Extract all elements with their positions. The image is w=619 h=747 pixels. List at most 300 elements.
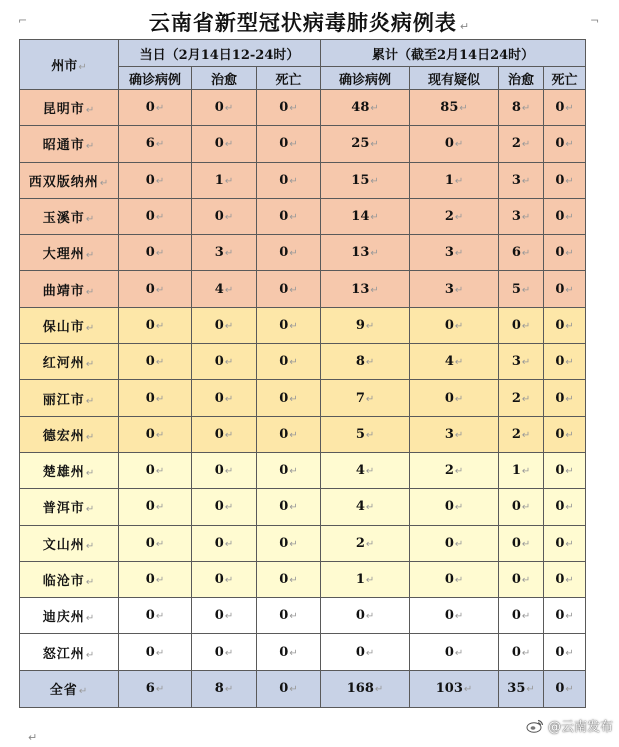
paragraph-mark-icon: ↵ xyxy=(521,575,531,586)
paragraph-mark-icon: ↵ xyxy=(155,284,165,296)
value-cell: 4↵ xyxy=(321,489,410,525)
table-row xyxy=(20,162,586,198)
value-cell: 0↵ xyxy=(544,126,586,162)
city-label: 西双版纳州 xyxy=(28,174,99,190)
value-cell: 14↵ xyxy=(321,198,410,234)
paragraph-mark-icon: ↵ xyxy=(85,395,96,407)
city-cell xyxy=(20,598,119,634)
paragraph-mark-icon: ↵ xyxy=(521,429,531,441)
table-row xyxy=(20,126,586,162)
value-cell: 0↵ xyxy=(257,90,321,126)
paragraph-mark-icon: ↵ xyxy=(565,139,574,151)
paragraph-mark-icon: ↵ xyxy=(155,466,165,478)
value-cell: 13↵ xyxy=(321,235,410,271)
paragraph-mark-icon: ↵ xyxy=(289,320,298,332)
paragraph-mark-icon: ↵ xyxy=(85,504,96,516)
paragraph-mark-icon: ↵ xyxy=(155,429,165,441)
paragraph-mark-icon: ↵ xyxy=(454,502,464,514)
value-cell: 0↵ xyxy=(321,634,410,670)
column-header: 现有疑似 xyxy=(410,67,499,90)
paragraph-mark-icon: ↵ xyxy=(521,212,531,224)
value-cell: 0↵ xyxy=(499,598,544,634)
paragraph-mark-icon: ↵ xyxy=(85,577,96,588)
value-cell: 0↵ xyxy=(499,561,544,597)
paragraph-mark-icon: ↵ xyxy=(155,647,165,659)
paragraph-mark-icon: ↵ xyxy=(521,320,531,332)
value-cell: 0↵ xyxy=(119,489,192,525)
paragraph-mark-icon: ↵ xyxy=(454,538,464,550)
value-cell: 0↵ xyxy=(544,90,586,126)
value-cell: 25↵ xyxy=(321,126,410,162)
paragraph-mark-icon: ↵ xyxy=(454,212,464,224)
paragraph-mark-icon: ↵ xyxy=(565,284,574,296)
paragraph-mark-icon: ↵ xyxy=(454,575,464,586)
value-cell: 0↵ xyxy=(321,598,410,634)
paragraph-mark-icon: ↵ xyxy=(565,357,574,369)
paragraph-mark-icon: ↵ xyxy=(365,466,375,478)
value-cell: 0↵ xyxy=(192,90,257,126)
paragraph-mark-icon: ↵ xyxy=(374,684,384,696)
paragraph-mark-icon: ↵ xyxy=(224,684,234,696)
value-cell: 0↵ xyxy=(544,561,586,597)
value-cell: 0↵ xyxy=(192,525,257,561)
value-cell: 0↵ xyxy=(410,598,499,634)
paragraph-mark-icon: ↵ xyxy=(565,502,574,514)
value-cell: 0↵ xyxy=(257,598,321,634)
paragraph-mark-icon: ↵ xyxy=(565,611,574,623)
paragraph-mark-icon: ↵ xyxy=(85,214,96,226)
header-city: 州市↵ xyxy=(20,40,119,90)
value-cell: 0↵ xyxy=(192,489,257,525)
value-cell: 0↵ xyxy=(192,380,257,416)
table-row xyxy=(20,198,586,234)
paragraph-mark-icon: ↵ xyxy=(224,538,234,550)
value-cell: 85↵ xyxy=(410,90,499,126)
watermark-text: @云南发布 xyxy=(547,720,613,735)
paragraph-mark-icon: ↵ xyxy=(370,284,379,296)
value-cell: 0↵ xyxy=(544,452,586,488)
city-label: 昆明市 xyxy=(42,102,85,118)
paragraph-mark-icon: ↵ xyxy=(224,575,234,586)
city-cell xyxy=(20,126,119,162)
value-cell: 0↵ xyxy=(192,634,257,670)
paragraph-mark-icon: ↵ xyxy=(224,611,234,623)
paragraph-mark-icon: ↵ xyxy=(454,139,464,151)
paragraph-mark-icon: ↵ xyxy=(521,538,531,550)
paragraph-mark-icon: ↵ xyxy=(459,103,468,115)
table-row xyxy=(20,271,586,307)
paragraph-mark-icon: ↵ xyxy=(155,103,165,115)
paragraph-mark-icon: ↵ xyxy=(155,212,165,224)
total-row xyxy=(20,670,586,707)
value-cell: 48↵ xyxy=(321,90,410,126)
value-cell: 0↵ xyxy=(257,489,321,525)
table-row xyxy=(20,307,586,343)
paragraph-mark-icon: ↵ xyxy=(289,538,298,550)
paragraph-mark-icon: ↵ xyxy=(521,357,531,369)
value-cell: 8↵ xyxy=(499,90,544,126)
value-cell: 13↵ xyxy=(321,271,410,307)
paragraph-mark-icon: ↵ xyxy=(365,357,375,369)
paragraph-mark-icon: ↵ xyxy=(224,647,234,659)
value-cell: 1↵ xyxy=(499,452,544,488)
value-cell: 0↵ xyxy=(499,307,544,343)
city-label: 曲靖市 xyxy=(42,283,85,299)
value-cell: 0↵ xyxy=(410,634,499,670)
paragraph-mark-icon: ↵ xyxy=(224,466,234,478)
value-cell: 0↵ xyxy=(410,126,499,162)
value-cell: 0↵ xyxy=(119,416,192,452)
value-cell: 0↵ xyxy=(410,525,499,561)
value-cell: 2↵ xyxy=(499,380,544,416)
value-cell: 168↵ xyxy=(321,670,410,707)
paragraph-mark-icon: ↵ xyxy=(370,103,379,115)
paragraph-mark-icon: ↵ xyxy=(224,139,234,151)
paragraph-mark-icon: ↵ xyxy=(224,212,234,224)
paragraph-mark-icon: ↵ xyxy=(155,611,165,623)
city-cell xyxy=(20,271,119,307)
value-cell: 0↵ xyxy=(257,416,321,452)
paragraph-mark-icon: ↵ xyxy=(521,611,531,623)
paragraph-mark-icon: ↵ xyxy=(224,103,234,115)
value-cell: 0↵ xyxy=(119,235,192,271)
header-group-total: 累计（截至2月14日24时） xyxy=(321,40,586,67)
city-label: 楚雄州 xyxy=(42,465,85,481)
paragraph-mark-icon: ↵ xyxy=(521,502,531,514)
paragraph-mark-icon: ↵ xyxy=(521,175,531,187)
value-cell: 1↵ xyxy=(192,162,257,198)
value-cell: 0↵ xyxy=(119,598,192,634)
paragraph-mark-icon: ↵ xyxy=(289,103,298,115)
column-header: 确诊病例 xyxy=(119,67,192,90)
city-label: 红河州 xyxy=(42,356,85,372)
value-cell: 103↵ xyxy=(410,670,499,707)
value-cell: 0↵ xyxy=(257,198,321,234)
value-cell: 6↵ xyxy=(499,235,544,271)
value-cell: 0↵ xyxy=(499,489,544,525)
case-table xyxy=(19,39,586,708)
paragraph-mark-icon: ↵ xyxy=(85,141,96,153)
city-label: 全省 xyxy=(49,683,78,699)
value-cell: 0↵ xyxy=(119,380,192,416)
paragraph-mark-icon: ↵ xyxy=(289,647,298,659)
value-cell: 2↵ xyxy=(410,198,499,234)
value-cell: 3↵ xyxy=(499,162,544,198)
city-cell xyxy=(20,489,119,525)
paragraph-mark-icon: ↵ xyxy=(85,613,96,625)
paragraph-mark-icon: ↵ xyxy=(85,286,96,298)
value-cell: 4↵ xyxy=(192,271,257,307)
value-cell: 3↵ xyxy=(192,235,257,271)
value-cell: 8↵ xyxy=(192,670,257,707)
paragraph-mark-icon: ↵ xyxy=(85,431,96,443)
value-cell: 0↵ xyxy=(192,561,257,597)
paragraph-mark-icon: ↵ xyxy=(565,647,574,659)
value-cell: 0↵ xyxy=(257,271,321,307)
paragraph-mark-icon: ↵ xyxy=(289,575,298,586)
paragraph-mark-icon: ↵ xyxy=(155,248,165,260)
paragraph-mark-icon: ↵ xyxy=(85,359,96,371)
paragraph-mark-icon: ↵ xyxy=(224,502,234,514)
value-cell: 0↵ xyxy=(257,670,321,707)
city-label: 普洱市 xyxy=(42,501,85,517)
paragraph-mark-icon: ↵ xyxy=(289,393,298,405)
paragraph-mark-icon: ↵ xyxy=(289,175,298,187)
column-header: 治愈 xyxy=(499,67,544,90)
column-header: 确诊病例 xyxy=(321,67,410,90)
paragraph-mark-icon: ↵ xyxy=(565,393,574,405)
value-cell: 0↵ xyxy=(257,344,321,380)
value-cell: 7↵ xyxy=(321,380,410,416)
value-cell: 0↵ xyxy=(544,489,586,525)
value-cell: 4↵ xyxy=(410,344,499,380)
value-cell: 0↵ xyxy=(544,416,586,452)
value-cell: 0↵ xyxy=(544,525,586,561)
table-row xyxy=(20,452,586,488)
value-cell: 8↵ xyxy=(321,344,410,380)
table-row xyxy=(20,525,586,561)
city-label: 昭通市 xyxy=(42,138,85,154)
paragraph-mark-icon: ↵ xyxy=(289,139,298,151)
city-cell xyxy=(20,235,119,271)
paragraph-mark-icon: ↵ xyxy=(521,466,531,478)
paragraph-mark-icon: ↵ xyxy=(289,357,298,369)
paragraph-mark-icon: ↵ xyxy=(155,357,165,369)
paragraph-mark-icon: ↵ xyxy=(565,320,574,332)
weibo-logo-icon xyxy=(526,718,544,733)
value-cell: 0↵ xyxy=(499,634,544,670)
value-cell: 0↵ xyxy=(544,162,586,198)
value-cell: 5↵ xyxy=(499,271,544,307)
city-label: 保山市 xyxy=(42,319,85,335)
city-label: 临沧市 xyxy=(42,574,85,589)
paragraph-mark-icon: ↵ xyxy=(459,20,471,33)
city-cell xyxy=(20,452,119,488)
paragraph-mark-icon: ↵ xyxy=(365,502,375,514)
value-cell: 0↵ xyxy=(119,90,192,126)
paragraph-mark-icon: ↵ xyxy=(565,103,574,115)
paragraph-mark-icon: ↵ xyxy=(565,212,574,224)
paragraph-mark-icon: ↵ xyxy=(155,139,165,151)
value-cell: 2↵ xyxy=(499,126,544,162)
column-header: 治愈 xyxy=(192,67,257,90)
value-cell: 0↵ xyxy=(257,235,321,271)
paragraph-mark-icon: ↵ xyxy=(85,322,96,334)
paragraph-mark-icon: ↵ xyxy=(454,175,464,187)
paragraph-mark-icon: ↵ xyxy=(365,611,375,623)
value-cell: 3↵ xyxy=(410,271,499,307)
value-cell: 0↵ xyxy=(544,670,586,707)
paragraph-mark-icon: ↵ xyxy=(85,468,96,480)
table-row xyxy=(20,90,586,126)
value-cell: 0↵ xyxy=(119,525,192,561)
corner-mark-top-right: ¬ xyxy=(590,14,600,27)
paragraph-mark-icon: ↵ xyxy=(289,212,298,224)
value-cell: 0↵ xyxy=(119,162,192,198)
value-cell: 0↵ xyxy=(257,162,321,198)
value-cell: 6↵ xyxy=(119,670,192,707)
paragraph-mark-icon: ↵ xyxy=(85,649,96,661)
paragraph-mark-icon: ↵ xyxy=(155,175,165,187)
value-cell: 0↵ xyxy=(192,198,257,234)
value-cell: 0↵ xyxy=(257,307,321,343)
paragraph-mark-icon: ↵ xyxy=(365,575,375,586)
table-row xyxy=(20,344,586,380)
paragraph-mark-icon: ↵ xyxy=(521,393,531,405)
page-title: 云南省新型冠状病毒肺炎病例表 ↵ xyxy=(148,11,471,35)
value-cell: 2↵ xyxy=(410,452,499,488)
value-cell: 0↵ xyxy=(257,452,321,488)
city-label: 迪庆州 xyxy=(42,610,85,626)
table-row xyxy=(20,634,586,670)
table-row xyxy=(20,561,586,597)
paragraph-mark-icon: ↵ xyxy=(224,393,234,405)
paragraph-mark-icon: ↵ xyxy=(565,248,574,260)
table-row xyxy=(20,489,586,525)
value-cell: 0↵ xyxy=(544,235,586,271)
value-cell: 0↵ xyxy=(119,561,192,597)
value-cell: 0↵ xyxy=(192,598,257,634)
table-row xyxy=(20,598,586,634)
paragraph-mark-icon: ↵ xyxy=(565,466,574,478)
paragraph-mark-icon: ↵ xyxy=(370,175,379,187)
paragraph-mark-icon: ↵ xyxy=(365,429,375,441)
table-row xyxy=(20,380,586,416)
city-cell xyxy=(20,307,119,343)
paragraph-mark-icon: ↵ xyxy=(289,284,298,296)
paragraph-mark-icon: ↵ xyxy=(565,175,574,187)
value-cell: 0↵ xyxy=(257,525,321,561)
value-cell: 2↵ xyxy=(321,525,410,561)
paragraph-mark-icon: ↵ xyxy=(224,175,234,187)
value-cell: 3↵ xyxy=(499,198,544,234)
paragraph-mark-icon: ↵ xyxy=(521,647,531,659)
city-cell xyxy=(20,416,119,452)
value-cell: 4↵ xyxy=(321,452,410,488)
paragraph-mark-icon: ↵ xyxy=(521,248,531,260)
paragraph-mark-icon: ↵ xyxy=(454,284,464,296)
watermark xyxy=(526,716,613,735)
paragraph-mark-icon: ↵ xyxy=(565,538,574,550)
value-cell: 0↵ xyxy=(544,307,586,343)
paragraph-mark-icon: ↵ xyxy=(289,429,298,441)
value-cell: 0↵ xyxy=(544,598,586,634)
value-cell: 0↵ xyxy=(544,198,586,234)
paragraph-mark-icon: ↵ xyxy=(155,575,165,586)
paragraph-mark-icon: ↵ xyxy=(155,502,165,514)
column-header: 死亡 xyxy=(544,67,586,90)
city-cell xyxy=(20,561,119,597)
city-label: 玉溪市 xyxy=(42,211,85,227)
value-cell: 0↵ xyxy=(410,380,499,416)
paragraph-mark-icon: ↵ xyxy=(289,684,298,696)
paragraph-mark-icon: ↵ xyxy=(370,248,379,260)
value-cell: 3↵ xyxy=(410,416,499,452)
city-cell xyxy=(20,634,119,670)
value-cell: 0↵ xyxy=(410,307,499,343)
value-cell: 0↵ xyxy=(119,344,192,380)
paragraph-mark-icon: ↵ xyxy=(85,250,96,262)
value-cell: 3↵ xyxy=(410,235,499,271)
city-cell xyxy=(20,198,119,234)
city-label: 文山州 xyxy=(42,537,85,553)
value-cell: 0↵ xyxy=(544,634,586,670)
city-label: 德宏州 xyxy=(42,428,85,444)
value-cell: 0↵ xyxy=(119,634,192,670)
value-cell: 1↵ xyxy=(410,162,499,198)
paragraph-mark-icon: ↵ xyxy=(224,284,234,296)
value-cell: 0↵ xyxy=(544,380,586,416)
value-cell: 0↵ xyxy=(119,198,192,234)
paragraph-mark-icon: ↵ xyxy=(224,320,234,332)
value-cell: 0↵ xyxy=(544,271,586,307)
paragraph-mark-icon: ↵ xyxy=(155,393,165,405)
paragraph-mark-icon: ↵ xyxy=(289,248,298,260)
value-cell: 1↵ xyxy=(321,561,410,597)
paragraph-mark-icon: ↵ xyxy=(224,429,234,441)
table-row xyxy=(20,416,586,452)
value-cell: 6↵ xyxy=(119,126,192,162)
value-cell: 0↵ xyxy=(119,307,192,343)
paragraph-mark-icon: ↵ xyxy=(155,538,165,550)
city-label: 大理州 xyxy=(42,247,85,263)
paragraph-mark-icon: ↵ xyxy=(454,248,464,260)
city-label: 怒江州 xyxy=(42,646,85,662)
value-cell: 0↵ xyxy=(119,271,192,307)
value-cell: 0↵ xyxy=(192,344,257,380)
paragraph-mark-icon: ↵ xyxy=(370,139,379,151)
paragraph-mark-icon: ↵ xyxy=(85,540,96,552)
value-cell: 0↵ xyxy=(499,525,544,561)
paragraph-mark-icon: ↵ xyxy=(28,731,38,744)
paragraph-mark-icon: ↵ xyxy=(155,320,165,332)
value-cell: 0↵ xyxy=(410,561,499,597)
paragraph-mark-icon: ↵ xyxy=(565,429,574,441)
value-cell: 9↵ xyxy=(321,307,410,343)
paragraph-mark-icon: ↵ xyxy=(454,466,464,478)
city-cell xyxy=(20,525,119,561)
value-cell: 0↵ xyxy=(257,126,321,162)
paragraph-mark-icon: ↵ xyxy=(454,429,464,441)
column-header: 死亡 xyxy=(257,67,321,90)
value-cell: 5↵ xyxy=(321,416,410,452)
city-label: 丽江市 xyxy=(42,392,85,408)
paragraph-mark-icon: ↵ xyxy=(521,284,531,296)
value-cell: 0↵ xyxy=(257,561,321,597)
paragraph-mark-icon: ↵ xyxy=(526,684,535,696)
paragraph-mark-icon: ↵ xyxy=(289,502,298,514)
paragraph-mark-icon: ↵ xyxy=(454,393,464,405)
paragraph-mark-icon: ↵ xyxy=(289,466,298,478)
value-cell: 0↵ xyxy=(544,344,586,380)
paragraph-mark-icon: ↵ xyxy=(454,357,464,369)
paragraph-mark-icon: ↵ xyxy=(365,538,375,550)
paragraph-mark-icon: ↵ xyxy=(289,611,298,623)
paragraph-mark-icon: ↵ xyxy=(463,684,473,696)
paragraph-mark-icon: ↵ xyxy=(365,647,375,659)
value-cell: 0↵ xyxy=(257,380,321,416)
paragraph-mark-icon: ↵ xyxy=(155,684,165,696)
paragraph-mark-icon: ↵ xyxy=(521,103,531,115)
value-cell: 35↵ xyxy=(499,670,544,707)
paragraph-mark-icon: ↵ xyxy=(224,357,234,369)
paragraph-mark-icon: ↵ xyxy=(365,393,375,405)
paragraph-mark-icon: ↵ xyxy=(365,320,375,332)
value-cell: 0↵ xyxy=(192,307,257,343)
corner-mark-top-left: ⌐ xyxy=(18,14,28,27)
value-cell: 0↵ xyxy=(257,634,321,670)
city-cell xyxy=(20,380,119,416)
